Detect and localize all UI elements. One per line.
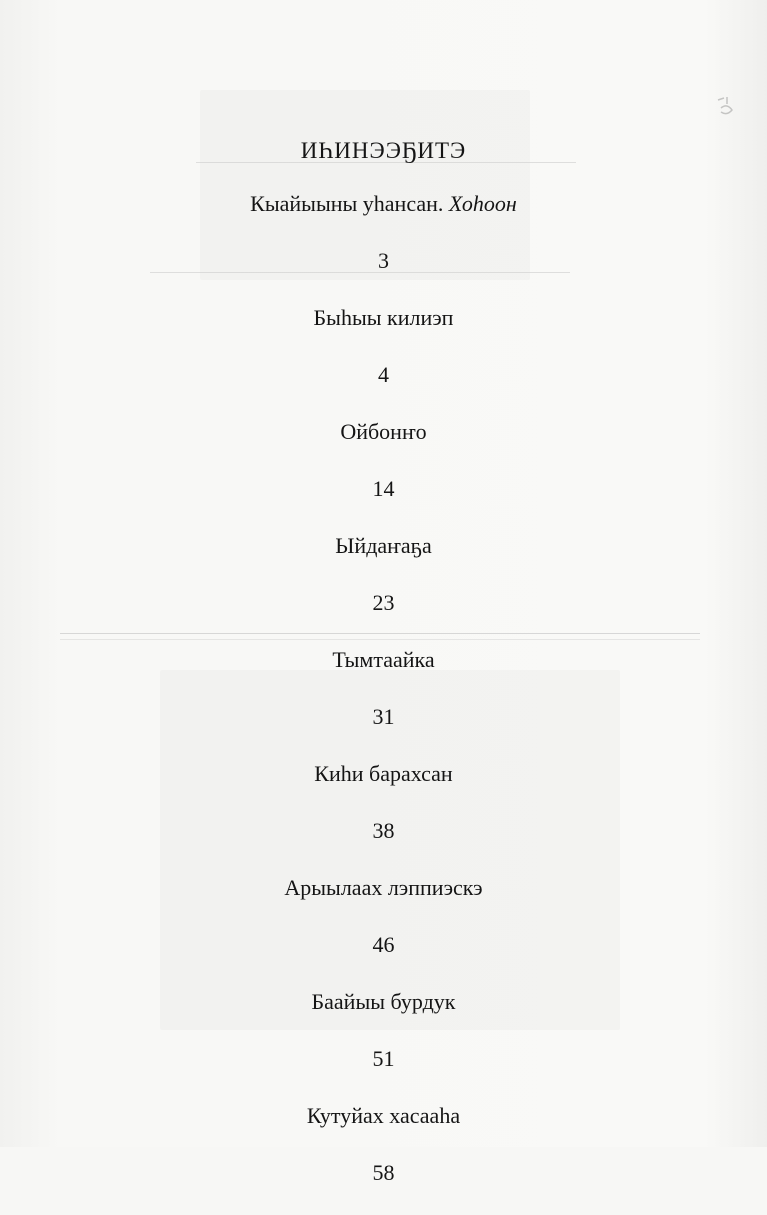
page-number: 58 xyxy=(372,1160,395,1185)
page-number: 51 xyxy=(372,1046,395,1071)
pencil-mark-icon xyxy=(715,94,737,120)
toc-entry-title-text: Ыйдаҥаҕа xyxy=(335,533,432,558)
toc-entry xyxy=(0,303,767,417)
table-of-contents xyxy=(0,189,767,1215)
page-number: 31 xyxy=(372,704,395,729)
toc-entry xyxy=(0,873,767,987)
toc-entry-title xyxy=(0,1101,767,1131)
toc-entry xyxy=(0,645,767,759)
page-number: 14 xyxy=(372,476,395,501)
toc-entry xyxy=(0,1101,767,1215)
page-number: 4 xyxy=(378,362,389,387)
toc-entry-title xyxy=(0,645,767,675)
toc-entry-page xyxy=(0,789,767,873)
toc-entry-title-text: Кыайыыны уһансан. xyxy=(250,191,444,216)
toc-entry-title xyxy=(0,531,767,561)
toc-entry-genre: Хоһоон xyxy=(448,191,517,216)
page-number: 23 xyxy=(372,590,395,615)
toc-entry-page xyxy=(0,219,767,303)
page-number: 38 xyxy=(372,818,395,843)
toc-entry-title-text: Ойбонҥо xyxy=(340,419,427,444)
toc-entry-title-text: Арыылаах лэппиэскэ xyxy=(284,875,483,900)
toc-entry-title-text: Кутуйах хасааһа xyxy=(306,1103,461,1128)
page-number: 46 xyxy=(372,932,395,957)
toc-entry xyxy=(0,417,767,531)
toc-entry-page xyxy=(0,447,767,531)
toc-entry-title xyxy=(0,417,767,447)
toc-entry-page xyxy=(0,333,767,417)
toc-heading: ИҺИНЭЭҔИТЭ xyxy=(300,138,467,163)
toc-entry-title-text: Тымтаайка xyxy=(332,647,435,672)
toc-entry-page xyxy=(0,561,767,645)
toc-entry-title xyxy=(0,189,767,219)
toc-entry-page xyxy=(0,903,767,987)
toc-entry-title xyxy=(0,759,767,789)
toc-entry-title xyxy=(0,873,767,903)
toc-entry-title-text: Киһи барахсан xyxy=(314,761,453,786)
toc-entry-page xyxy=(0,675,767,759)
toc-entry-title-text: Баайыы бурдук xyxy=(311,989,456,1014)
toc-entry-page xyxy=(0,1017,767,1101)
toc-entry xyxy=(0,531,767,645)
toc-entry xyxy=(0,987,767,1101)
toc-entry-title xyxy=(0,303,767,333)
toc-entry-title-text: Быһыы килиэп xyxy=(313,305,454,330)
toc-entry-title xyxy=(0,987,767,1017)
toc-entry xyxy=(0,189,767,303)
page-number: 3 xyxy=(378,248,389,273)
toc-entry-page xyxy=(0,1131,767,1215)
toc-entry xyxy=(0,759,767,873)
